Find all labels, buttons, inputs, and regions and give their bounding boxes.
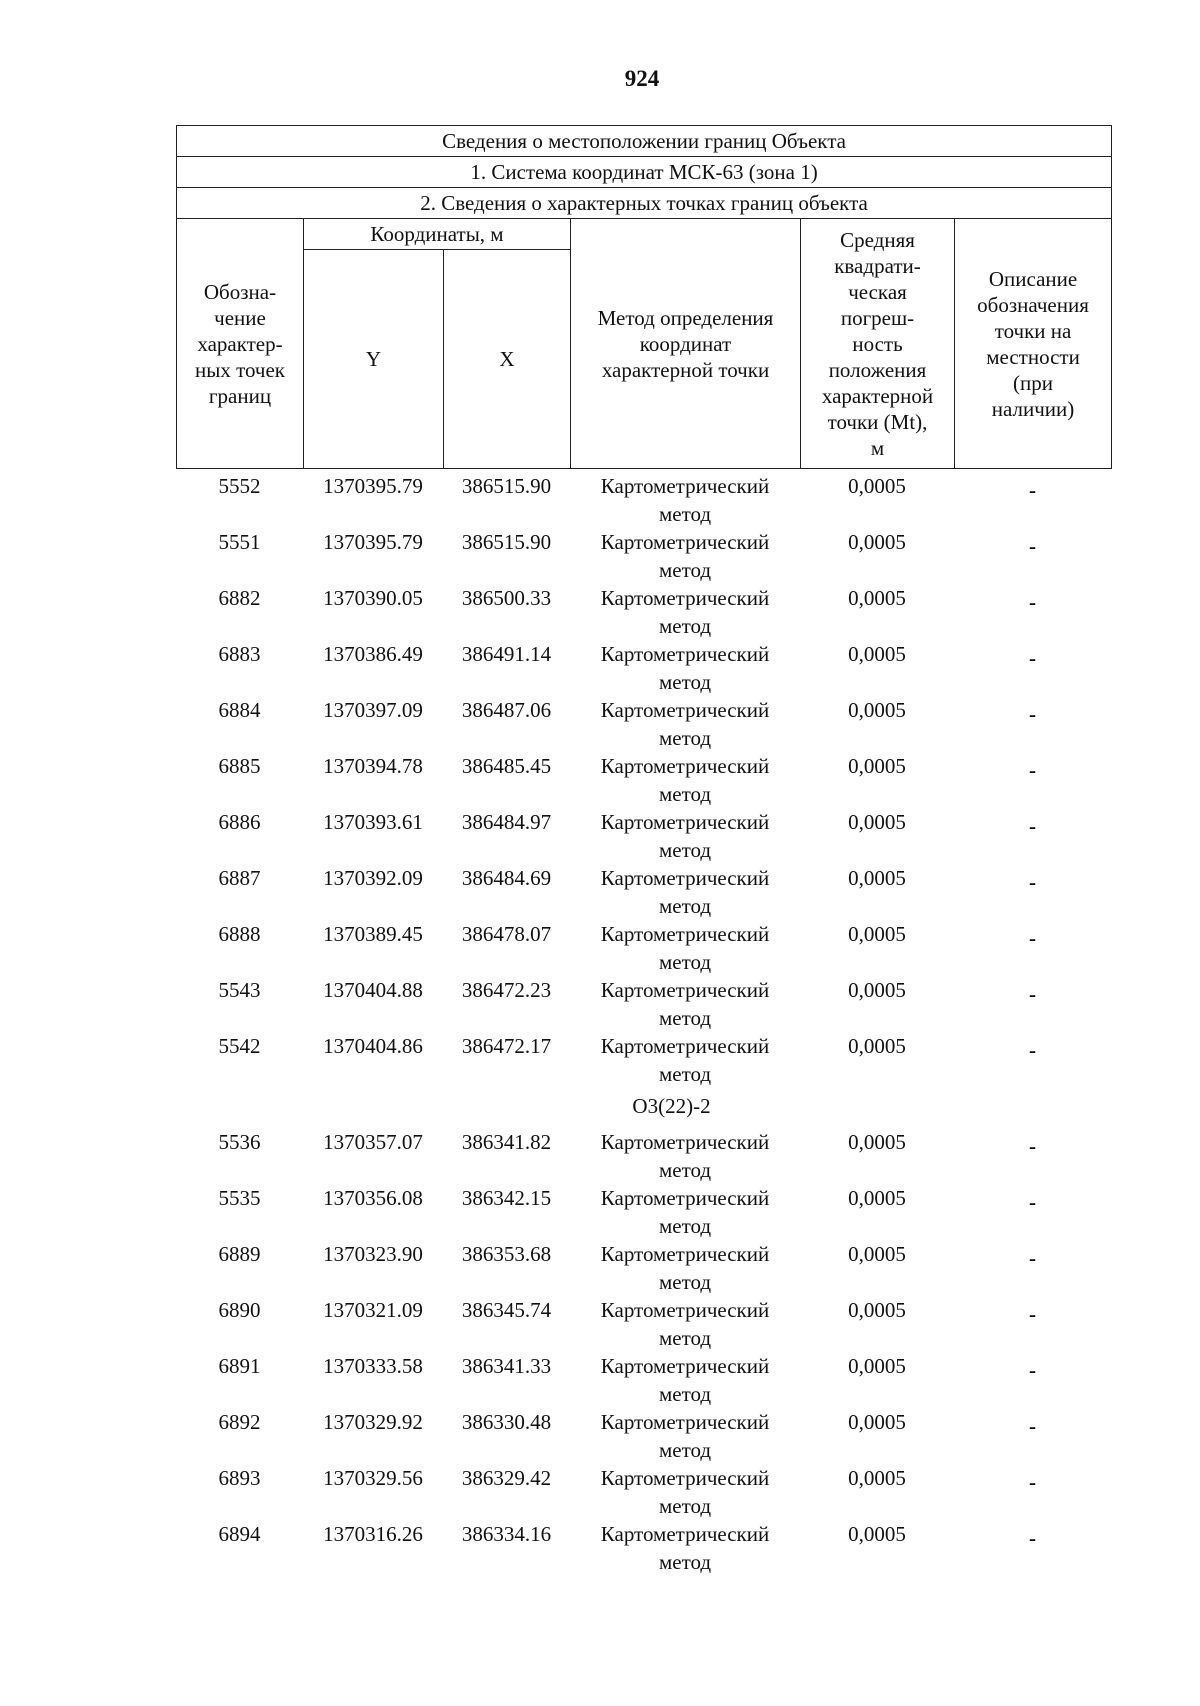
table-row — [176, 1408, 1111, 1464]
coord-x-cell: 386487.06 — [461, 698, 552, 722]
col-x-header: X — [444, 250, 571, 469]
method-cell: Картометрический метод — [600, 1298, 770, 1350]
error-cell: 0,0005 — [848, 1298, 906, 1322]
section-title: Сведения о местоположении границ Объекта — [177, 126, 1112, 157]
method-cell: Картометрический метод — [600, 1410, 770, 1462]
coord-x-cell: 386472.17 — [461, 1034, 552, 1058]
error-cell: 0,0005 — [848, 922, 906, 946]
coord-x-cell: 386484.69 — [461, 866, 552, 890]
coord-y-cell: 1370356.08 — [323, 1186, 423, 1210]
group-label: О3(22)-2 — [632, 1094, 711, 1118]
error-cell: 0,0005 — [848, 810, 906, 834]
method-cell: Картометрический метод — [600, 1466, 770, 1518]
table-body — [176, 472, 1111, 1576]
col-method-header: Метод определения координат характерной точки — [571, 219, 801, 469]
coord-x-cell: 386334.16 — [461, 1522, 552, 1546]
coord-x-cell: 386515.90 — [461, 530, 552, 554]
coord-y-cell: 1370329.92 — [323, 1410, 423, 1434]
description-cell: - — [1029, 1246, 1036, 1270]
description-cell: - — [1029, 1134, 1036, 1158]
coord-y-cell: 1370392.09 — [323, 866, 423, 890]
point-id-cell: 6882 — [218, 586, 261, 610]
table-row — [176, 1520, 1111, 1576]
method-cell: Картометрический метод — [600, 1354, 770, 1406]
description-cell: - — [1029, 702, 1036, 726]
coord-y-cell: 1370323.90 — [323, 1242, 423, 1266]
point-id-cell: 5535 — [218, 1186, 261, 1210]
subsection-title: 2. Сведения о характерных точках границ объекта — [177, 188, 1112, 219]
table-row — [176, 976, 1111, 1032]
coord-x-cell: 386478.07 — [461, 922, 552, 946]
coord-x-cell: 386515.90 — [461, 474, 552, 498]
description-cell: - — [1029, 926, 1036, 950]
method-cell: Картометрический метод — [600, 1034, 770, 1086]
method-cell: Картометрический метод — [600, 1186, 770, 1238]
header-table — [176, 125, 1112, 469]
description-cell: - — [1029, 534, 1036, 558]
error-cell: 0,0005 — [848, 866, 906, 890]
table-row — [176, 1184, 1111, 1240]
coord-x-cell: 386353.68 — [461, 1242, 552, 1266]
coord-y-cell: 1370321.09 — [323, 1298, 423, 1322]
coord-x-cell: 386342.15 — [461, 1186, 552, 1210]
coord-y-cell: 1370404.86 — [323, 1034, 423, 1058]
point-id-cell: 6893 — [218, 1466, 261, 1490]
point-id-cell: 6883 — [218, 642, 261, 666]
point-id-cell: 6887 — [218, 866, 261, 890]
error-cell: 0,0005 — [848, 1130, 906, 1154]
coord-x-cell: 386341.33 — [461, 1354, 552, 1378]
col-designation-header: Обозна- чение характер- ных точек границ — [177, 219, 304, 469]
description-cell: - — [1029, 1470, 1036, 1494]
coord-x-cell: 386341.82 — [461, 1130, 552, 1154]
error-cell: 0,0005 — [848, 754, 906, 778]
point-id-cell: 5551 — [218, 530, 261, 554]
description-cell: - — [1029, 758, 1036, 782]
error-cell: 0,0005 — [848, 474, 906, 498]
table-row — [176, 1128, 1111, 1184]
error-cell: 0,0005 — [848, 1410, 906, 1434]
method-cell: Картометрический метод — [600, 698, 770, 750]
error-cell: 0,0005 — [848, 978, 906, 1002]
table-row — [176, 1464, 1111, 1520]
description-cell: - — [1029, 1526, 1036, 1550]
description-cell: - — [1029, 1414, 1036, 1438]
table-row — [176, 640, 1111, 696]
point-id-cell: 6889 — [218, 1242, 261, 1266]
description-cell: - — [1029, 646, 1036, 670]
table-row — [176, 1240, 1111, 1296]
table-row — [176, 1296, 1111, 1352]
error-cell: 0,0005 — [848, 1522, 906, 1546]
point-id-cell: 5542 — [218, 1034, 261, 1058]
point-id-cell: 6892 — [218, 1410, 261, 1434]
coord-y-cell: 1370329.56 — [323, 1466, 423, 1490]
col-y-header: Y — [304, 250, 444, 469]
point-id-cell: 6885 — [218, 754, 261, 778]
error-cell: 0,0005 — [848, 1186, 906, 1210]
description-cell: - — [1029, 1358, 1036, 1382]
description-cell: - — [1029, 814, 1036, 838]
coord-y-cell: 1370390.05 — [323, 586, 423, 610]
description-cell: - — [1029, 1038, 1036, 1062]
method-cell: Картометрический метод — [600, 1130, 770, 1182]
error-cell: 0,0005 — [848, 698, 906, 722]
method-cell: Картометрический метод — [600, 1522, 770, 1574]
error-cell: 0,0005 — [848, 1466, 906, 1490]
point-id-cell: 6890 — [218, 1298, 261, 1322]
table-row — [176, 1032, 1111, 1088]
table-row — [176, 528, 1111, 584]
coord-y-cell: 1370394.78 — [323, 754, 423, 778]
point-id-cell: 6884 — [218, 698, 261, 722]
col-description-header: Описание обозначения точки на местности (при наличии) — [955, 219, 1112, 469]
method-cell: Картометрический метод — [600, 754, 770, 806]
coord-y-cell: 1370395.79 — [323, 474, 423, 498]
table-row — [176, 864, 1111, 920]
table-row — [176, 584, 1111, 640]
description-cell: - — [1029, 1190, 1036, 1214]
description-cell: - — [1029, 870, 1036, 894]
table-row — [176, 472, 1111, 528]
description-cell: - — [1029, 1302, 1036, 1326]
table-row — [176, 696, 1111, 752]
table-row — [176, 1352, 1111, 1408]
error-cell: 0,0005 — [848, 586, 906, 610]
description-cell: - — [1029, 478, 1036, 502]
coord-x-cell: 386330.48 — [461, 1410, 552, 1434]
col-error-header: Средняя квадрати- ческая погреш- ность положения характерной точки (Mt), м — [801, 219, 955, 469]
description-cell: - — [1029, 982, 1036, 1006]
coord-y-cell: 1370333.58 — [323, 1354, 423, 1378]
coord-y-cell: 1370357.07 — [323, 1130, 423, 1154]
point-id-cell: 5543 — [218, 978, 261, 1002]
point-id-cell: 6886 — [218, 810, 261, 834]
coord-y-cell: 1370404.88 — [323, 978, 423, 1002]
coord-x-cell: 386500.33 — [461, 586, 552, 610]
coord-x-cell: 386485.45 — [461, 754, 552, 778]
table-row — [176, 920, 1111, 976]
coord-x-cell: 386472.23 — [461, 978, 552, 1002]
point-id-cell: 6891 — [218, 1354, 261, 1378]
error-cell: 0,0005 — [848, 1354, 906, 1378]
method-cell: Картометрический метод — [600, 642, 770, 694]
table-row — [176, 808, 1111, 864]
coord-y-cell: 1370397.09 — [323, 698, 423, 722]
method-cell: Картометрический метод — [600, 586, 770, 638]
table-row — [176, 752, 1111, 808]
method-cell: Картометрический метод — [600, 1242, 770, 1294]
method-cell: Картометрический метод — [600, 922, 770, 974]
coord-x-cell: 386491.14 — [461, 642, 552, 666]
method-cell: Картометрический метод — [600, 530, 770, 582]
coord-x-cell: 386345.74 — [461, 1298, 552, 1322]
method-cell: Картометрический метод — [600, 810, 770, 862]
coord-y-cell: 1370389.45 — [323, 922, 423, 946]
point-id-cell: 6894 — [218, 1522, 261, 1546]
coord-y-cell: 1370393.61 — [323, 810, 423, 834]
col-coordinates-header: Координаты, м — [304, 219, 571, 250]
coord-y-cell: 1370386.49 — [323, 642, 423, 666]
error-cell: 0,0005 — [848, 530, 906, 554]
coord-y-cell: 1370316.26 — [323, 1522, 423, 1546]
error-cell: 0,0005 — [848, 1242, 906, 1266]
coord-y-cell: 1370395.79 — [323, 530, 423, 554]
point-id-cell: 6888 — [218, 922, 261, 946]
method-cell: Картометрический метод — [600, 866, 770, 918]
method-cell: Картометрический метод — [600, 978, 770, 1030]
error-cell: 0,0005 — [848, 642, 906, 666]
coord-x-cell: 386484.97 — [461, 810, 552, 834]
method-cell: Картометрический метод — [600, 474, 770, 526]
point-id-cell: 5552 — [218, 474, 261, 498]
coordinate-system: 1. Система координат МСК-63 (зона 1) — [177, 157, 1112, 188]
coord-x-cell: 386329.42 — [461, 1466, 552, 1490]
description-cell: - — [1029, 590, 1036, 614]
page-number: 924 — [624, 66, 660, 91]
error-cell: 0,0005 — [848, 1034, 906, 1058]
point-id-cell: 5536 — [218, 1130, 261, 1154]
